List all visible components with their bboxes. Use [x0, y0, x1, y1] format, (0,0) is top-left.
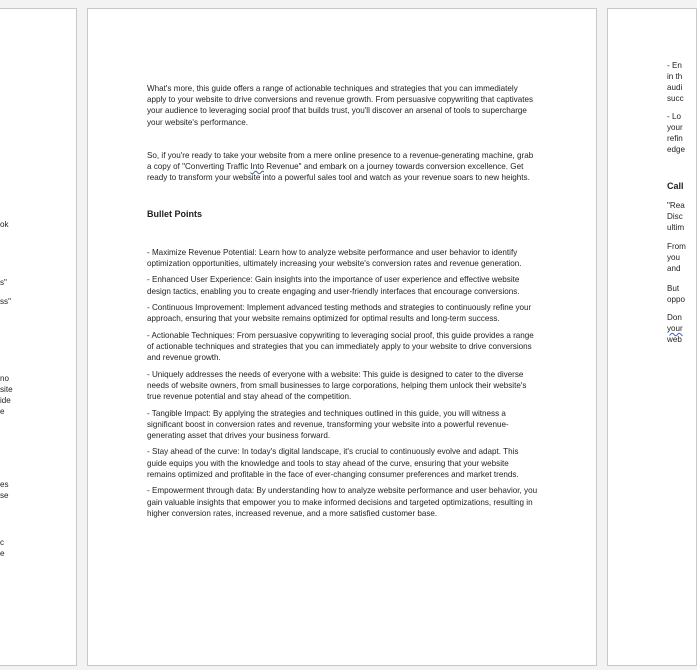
clipped-heading-fragment: Call	[667, 181, 684, 191]
bullet-point: - Actionable Techniques: From persuasive copywriting to leveraging social proof, this guide provides a range of actionable techniques and strategies that you can immediately apply to your website to drive conversions and revenue growth.	[147, 330, 534, 363]
bullet-point: - Uniquely addresses the needs of everyone with a website: This guide is designed to cater to the diverse needs of website owners, from small businesses to large corporations, helping them unlock their website's true revenue potential and stay ahead of the competition.	[147, 369, 527, 402]
next-page	[607, 8, 697, 666]
clipped-text-fragment: your	[667, 123, 683, 132]
current-page	[87, 8, 597, 666]
clipped-text-fragment: you	[667, 253, 681, 262]
clipped-text-fragment: web	[667, 335, 682, 344]
spellcheck-flagged-word[interactable]: Into	[250, 162, 265, 172]
clipped-text-fragment: But	[667, 284, 680, 293]
clipped-text-fragment: Disc	[667, 212, 683, 221]
clipped-text-fragment: refin	[667, 134, 683, 143]
clipped-text-fragment: s"	[0, 278, 7, 287]
clipped-text-fragment: and	[667, 264, 681, 273]
clipped-text-fragment: oppo	[667, 295, 686, 304]
clipped-text-fragment: your	[667, 324, 683, 333]
clipped-text-fragment: ss"	[0, 297, 11, 306]
bullet-point: - Enhanced User Experience: Gain insights into the importance of user experience and effective website design tactics, enabling you to create engaging and user-friendly interfaces that encourage conversions.	[147, 275, 520, 296]
clipped-text-fragment: ide	[0, 396, 11, 405]
clipped-text-fragment: in th	[667, 72, 683, 81]
clipped-text-fragment: - Lo	[667, 112, 681, 121]
paragraph-intro: What's more, this guide offers a range of actionable techniques and strategies that you can immediately apply to your website to drive conversions and revenue growth. From persuasive copywriting that captivates your audience to leveraging social proof that builds trust, you'll discover an arsenal of tools to supercharge your website's performance.	[147, 84, 533, 127]
clipped-text-fragment: se	[0, 491, 9, 500]
clipped-text-fragment: Don	[667, 313, 682, 322]
bullet-point: - Empowerment through data: By understanding how to analyze website performance and user behavior, you gain valuable insights that empower you to make informed decisions and targeted optimizations, resulting in higher conversion rates, increased revenue, and a more satisfied customer base.	[147, 486, 538, 518]
clipped-text-fragment: "Rea	[667, 201, 685, 210]
clipped-text-fragment: es	[0, 480, 9, 489]
clipped-text-fragment: ok	[0, 220, 9, 229]
clipped-text-fragment: e	[0, 407, 5, 416]
paragraph-text-start: So, if you're ready to take your website from a mere online presence to a revenue-generating machine, grab a copy of "Converting Traffic	[147, 150, 534, 172]
clipped-text-fragment: c	[0, 538, 5, 547]
clipped-text-fragment: - En	[667, 61, 682, 70]
bullet-point: - Continuous Improvement: Implement advanced testing methods and strategies to continuously refine your approach, ensuring that your website remains optimized for optimal results and long-term success.	[147, 303, 532, 324]
clipped-text-fragment: From	[667, 242, 686, 251]
paragraph-call-to-read	[147, 150, 539, 184]
clipped-text-fragment: site	[0, 385, 13, 394]
clipped-text-fragment: audi	[667, 83, 683, 92]
clipped-text-fragment: e	[0, 549, 5, 558]
clipped-text-fragment: ultim	[667, 223, 685, 232]
bullet-point: - Tangible Impact: By applying the strategies and techniques outlined in this guide, you will witness a significant boost in conversion rates and revenue, transforming your website into a powerful revenue-generating asset that drives your business forward.	[147, 408, 509, 440]
bullet-point: - Maximize Revenue Potential: Learn how to analyze website performance and user behavior to identify optimization opportunities, ultimately increasing your website's conversion rates and revenue generation.	[147, 247, 522, 268]
section-heading: Bullet Points	[147, 209, 203, 220]
paragraph-text-end: Revenue" and embark on a journey towards conversion excellence. Get ready to transform your website into a powerful sales tool and watch as your revenue soars to new heights.	[147, 162, 530, 183]
previous-page	[0, 8, 77, 666]
clipped-text-fragment: succ	[667, 94, 684, 103]
bullet-point: - Stay ahead of the curve: In today's digital landscape, it's crucial to continuously evolve and adapt. This guide equips you with the knowledge and tools to stay ahead of the curve, ensuring that your website remains optimized and profitable in the face of ever-changing consumer preferences and market trends.	[147, 447, 519, 479]
clipped-text-fragment: no	[0, 374, 10, 383]
clipped-text-fragment: edge	[667, 145, 686, 154]
page-body[interactable]	[147, 83, 539, 524]
